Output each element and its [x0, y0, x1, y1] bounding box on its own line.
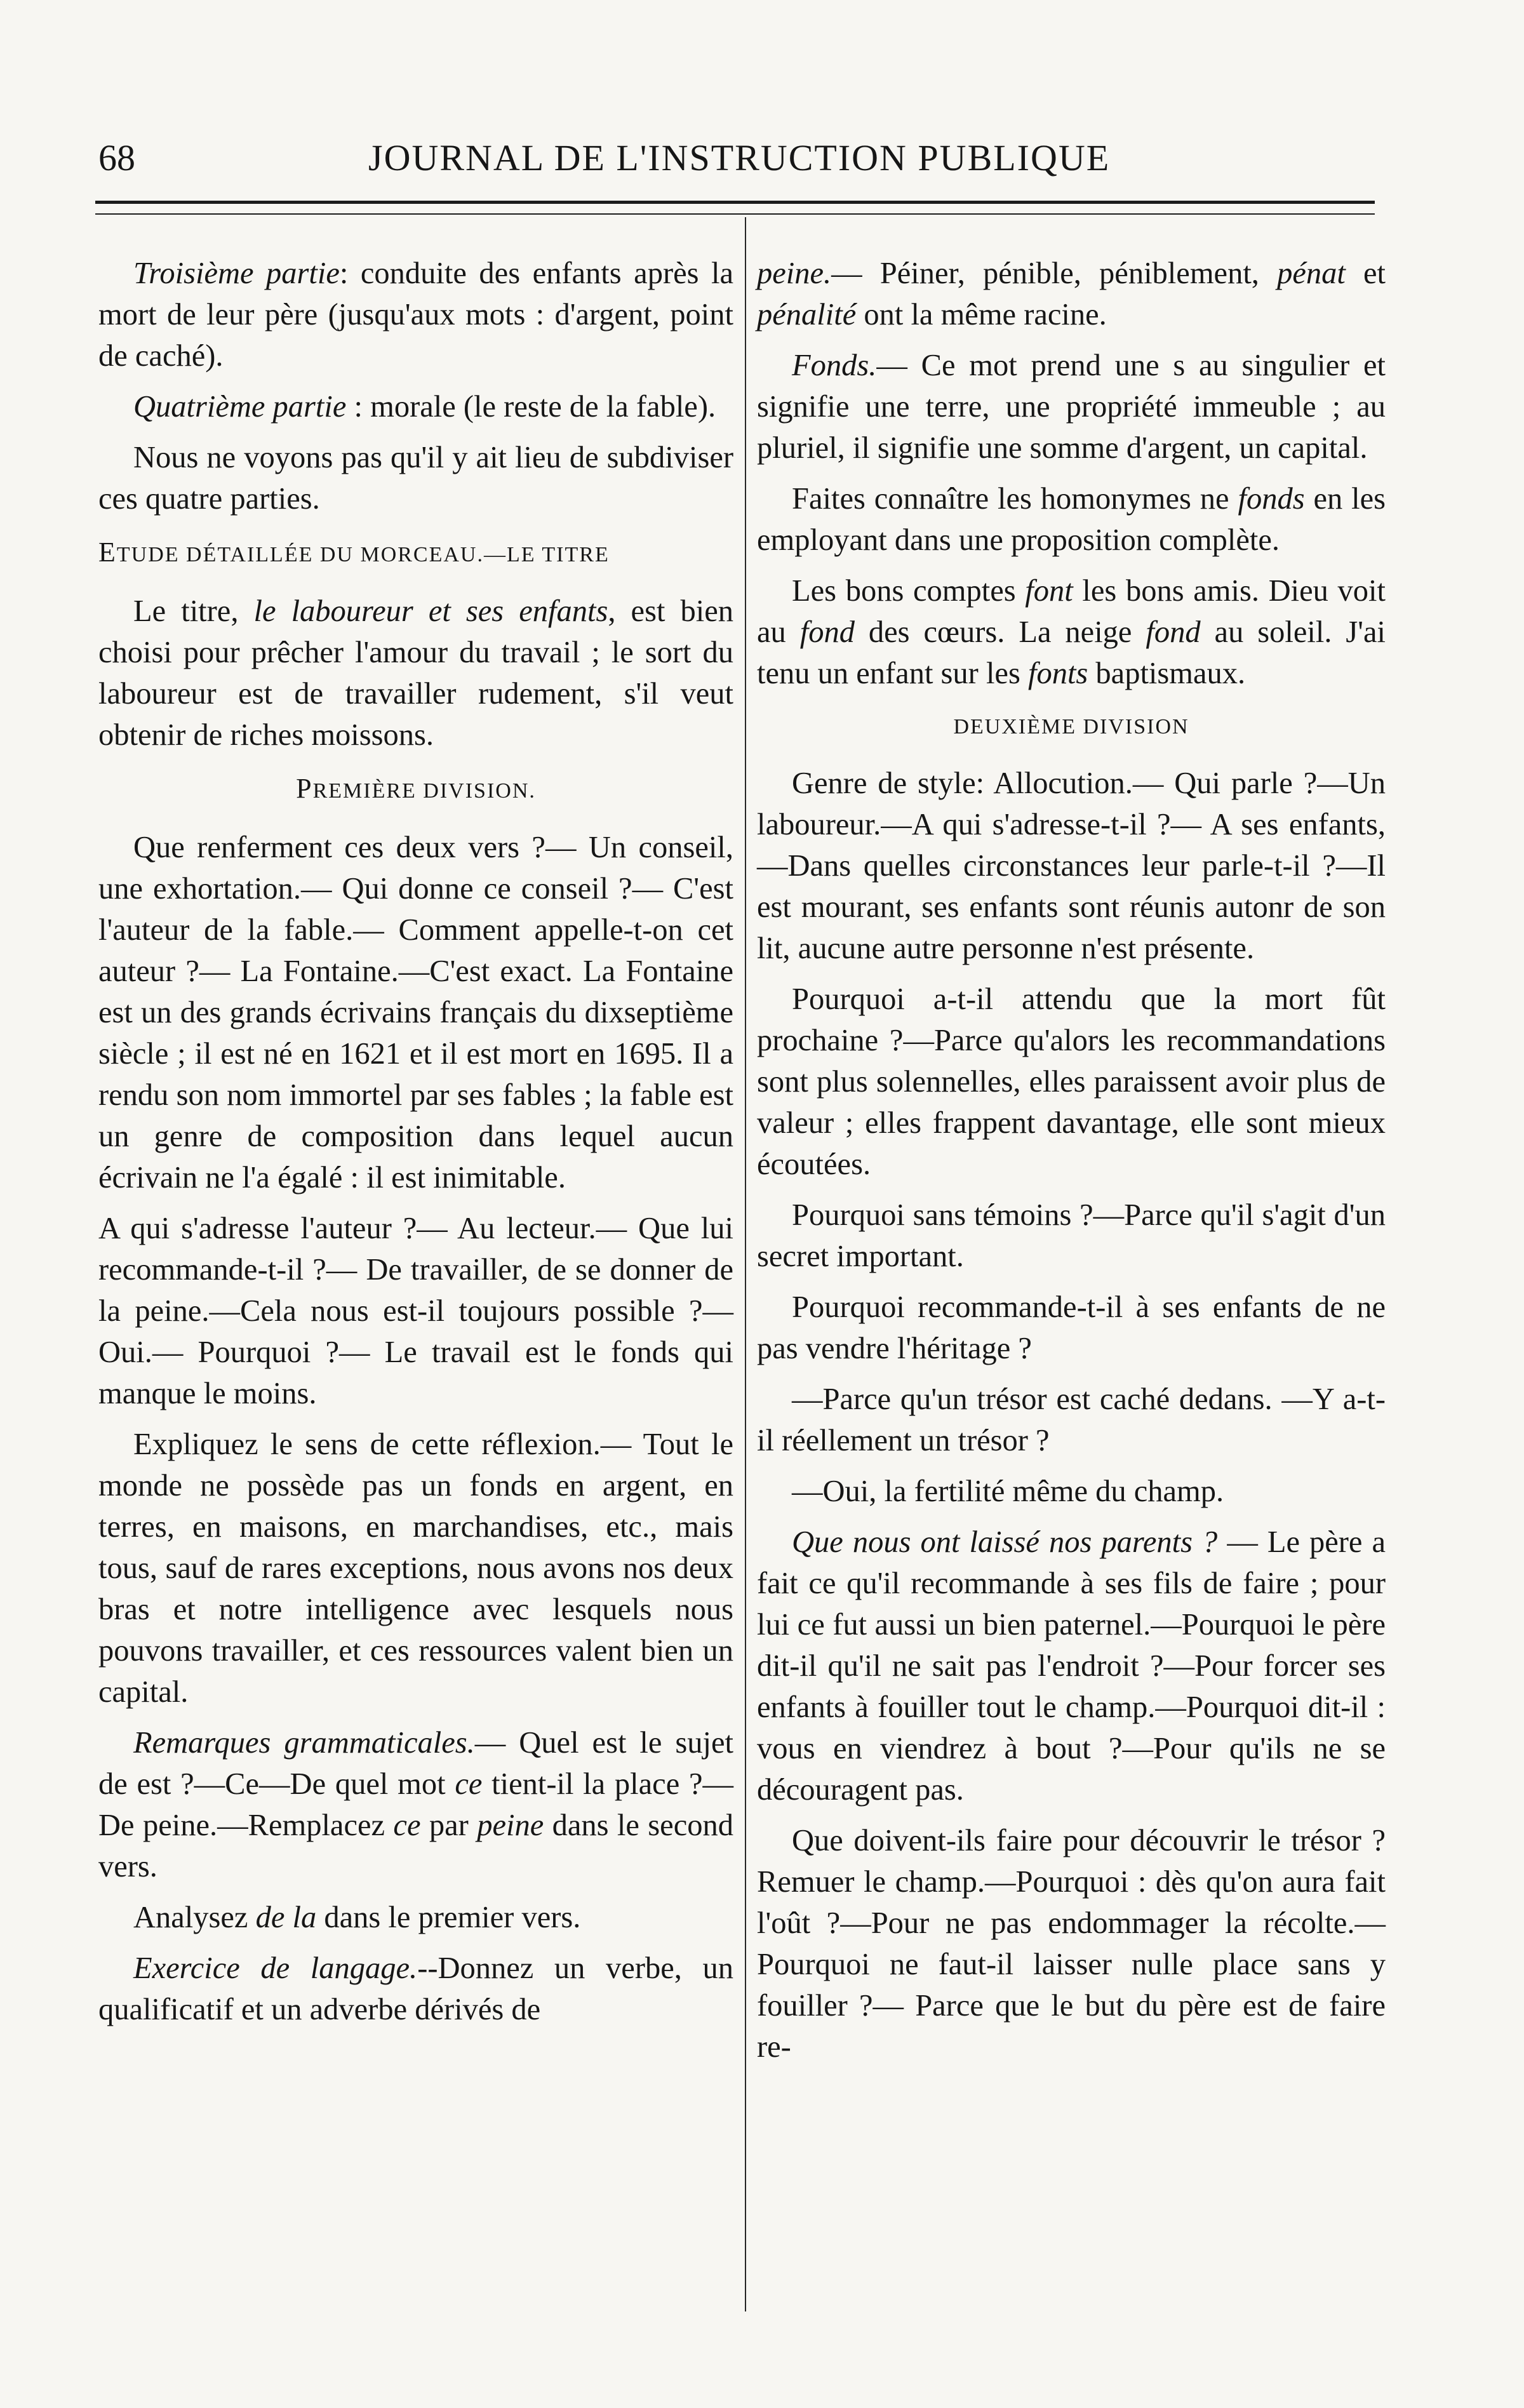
page-number: 68 — [98, 137, 135, 178]
emphasis: fonts — [1027, 657, 1088, 690]
paragraph: Pourquoi sans témoins ?—Parce qu'il s'agit d'un secret important. — [757, 1198, 1386, 1273]
emphasis: peine — [477, 1809, 544, 1842]
paragraph — [98, 386, 733, 427]
emphasis: fonds — [1238, 482, 1305, 516]
paragraph — [757, 345, 1386, 469]
paragraph-text: — Péiner, pénible, péniblement, — [831, 257, 1278, 290]
paragraph: Nous ne voyons pas qu'il y ait lieu de subdiviser ces quatre parties. — [98, 441, 733, 516]
paragraph: Pourquoi recommande-t-il à ses enfants de ne pas vendre l'héritage ? — [757, 1290, 1386, 1365]
section-label: Exercice de langage. — [133, 1951, 418, 1985]
section-heading: DEUXIÈME DIVISION — [953, 715, 1189, 739]
paragraph-text: Analysez — [133, 1901, 256, 1934]
emphasis: fond — [799, 615, 855, 649]
paragraph-text: : morale (le reste de la fable). — [346, 390, 716, 424]
section-heading — [98, 771, 733, 809]
paragraph — [757, 570, 1386, 694]
paragraph-text: par — [420, 1809, 478, 1842]
paragraph-text: tient-il la place ?—De peine.—Remplacez — [98, 1767, 734, 1842]
paragraph-text: et — [1345, 257, 1386, 290]
paragraph-text: , est bien choisi pour prêcher l'amour du travail ; le sort du laboureur est de travailler rudement, s'il veut obtenir de riches moissons. — [98, 594, 733, 752]
paragraph-text: en les employant dans une proposition complète. — [757, 482, 1386, 557]
emphasis: pénalité — [757, 298, 857, 331]
emphasis: font — [1025, 574, 1073, 608]
paragraph-text: --Donnez un verbe, un qualificatif et un adverbe dérivés de — [98, 1951, 733, 2026]
paragraph-text: baptismaux. — [1088, 657, 1246, 690]
paragraph — [98, 1897, 733, 1938]
paragraph-text: Le titre, — [133, 594, 254, 628]
paragraph-text: — Ce mot prend une s au singulier et signifie une terre, une propriété immeuble ; au pluriel, il signifie une somme d'argent, un capital. — [757, 349, 1386, 465]
paragraph: Pourquoi a-t-il attendu que la mort fût prochaine ?—Parce qu'alors les recommandations sont plus solennelles, elles paraissent avoir plus de valeur ; elles frappent davantage, elle sont mieux écoutées. — [757, 982, 1386, 1181]
paragraph: —Oui, la fertilité même du champ. — [792, 1475, 1224, 1508]
heading-initial: P — [296, 773, 313, 804]
paragraph-text: dans le second vers. — [98, 1809, 733, 1883]
emphasis: ce — [455, 1767, 483, 1801]
paragraph-text: Faites connaître les homonymes ne — [792, 482, 1238, 516]
paragraph — [757, 478, 1386, 561]
paragraph — [98, 1948, 733, 2030]
paragraph-text: — Quel est le sujet de est ?—Ce—De quel mot — [98, 1726, 733, 1801]
paragraph-text: des cœurs. La neige — [854, 615, 1146, 649]
paragraph — [98, 1722, 733, 1887]
paragraph-text: les bons amis. Dieu voit au — [757, 574, 1386, 649]
emphasis: de la — [255, 1901, 317, 1934]
paragraph: Que renferment ces deux vers ?— Un conseil, une exhortation.— Qui donne ce conseil ?— C'est l'auteur de la fable.— Comment appelle-t-on cet auteur ?— La Fontaine.—C'est exact. La Fontaine est un des grands écrivains français du dixseptième siècle ; il est né en 1621 et il est mort en 1695. Il a rendu son nom immortel par ses fables ; la fable est un genre de composition dans lequel aucun écrivain ne l'a égalé : il est inimitable. — [98, 831, 733, 1194]
paragraph-text: ont la même racine. — [856, 298, 1107, 331]
paragraph-text: dans le premier vers. — [316, 1901, 581, 1934]
emphasis: fond — [1146, 615, 1201, 649]
heading-text: REMIÈRE DIVISION. — [312, 779, 536, 803]
paragraph: Genre de style: Allocution.— Qui parle ?—Un laboureur.—A qui s'adresse-t-il ?— A ses enfants,—Dans quelles circonstances leur parle-t-il ?—Il est mourant, ses enfants sont réunis autonr de son lit, aucune autre personne n'est présente. — [757, 766, 1386, 965]
header-rule-thick — [95, 201, 1375, 204]
section-label: Remarques grammaticales. — [133, 1726, 475, 1760]
paragraph — [98, 253, 733, 377]
header-rule-thin — [95, 213, 1375, 215]
emphasis: ce — [393, 1809, 421, 1842]
heading-text: TUDE DÉTAILLÉE DU MORCEAU.—LE TITRE — [116, 543, 610, 566]
paragraph: —Parce qu'un trésor est caché dedans. —Y a-t-il réellement un trésor ? — [757, 1382, 1386, 1457]
paragraph: Expliquez le sens de cette réflexion.— Tout le monde ne possède pas un fonds en argent, en terres, en maisons, en marchandises, etc., mais tous, sauf de rares exceptions, nous avons nos deux bras et notre intelligence avec lesquels nous pouvons travailler, et ces ressources valent bien un capital. — [98, 1428, 733, 1709]
column-divider — [745, 217, 746, 2311]
emphasis: peine. — [757, 257, 832, 290]
section-label: Fonds. — [792, 349, 877, 382]
running-title: JOURNAL DE L'INSTRUCTION PUBLIQUE — [368, 137, 1111, 178]
paragraph-text: au soleil. J'ai tenu un enfant sur les — [757, 615, 1386, 690]
paragraph-text: : conduite des enfants après la mort de leur père (jusqu'aux mots : d'argent, point de caché). — [98, 257, 734, 373]
paragraph-text: — Le père a fait ce qu'il recommande à ses fils de faire ; pour lui ce fut aussi un bien paternel.—Pourquoi le père dit-il qu'il ne sait pas l'endroit ?—Pour forcer ses enfants à fouiller tout le champ.—Pourquoi dit-il : vous en viendrez à bout ?—Pour qu'ils ne se découragent pas. — [757, 1525, 1386, 1807]
left-column — [98, 253, 733, 2040]
section-label: Troisième partie — [133, 257, 340, 290]
paragraph-text: Les bons comptes — [792, 574, 1026, 608]
paragraph: Que doivent-ils faire pour découvrir le trésor ? Remuer le champ.—Pourquoi : dès qu'on aura fait l'oût ?—Pour ne pas endommager la récolte.—Pourquoi ne faut-il laisser nulle place sans y fouiller ?— Parce que le but du père est de faire re- — [757, 1824, 1386, 2064]
right-column — [757, 253, 1386, 2077]
section-label: Quatrième partie — [133, 390, 347, 424]
paragraph: A qui s'adresse l'auteur ?— Au lecteur.— Que lui recommande-t-il ?— De travailler, de se donner de la peine.—Cela nous est-il toujours possible ?—Oui.— Pourquoi ?— Le travail est le fonds qui manque le moins. — [98, 1212, 733, 1410]
paragraph — [98, 591, 733, 756]
emphasis: Que nous ont laissé nos parents ? — [792, 1525, 1218, 1559]
paragraph — [757, 253, 1386, 335]
section-heading — [98, 535, 733, 573]
paragraph — [757, 1522, 1386, 1810]
emphasis: pénat — [1277, 257, 1346, 290]
emphasis: le laboureur et ses enfants — [253, 594, 608, 628]
heading-initial: E — [98, 537, 117, 568]
